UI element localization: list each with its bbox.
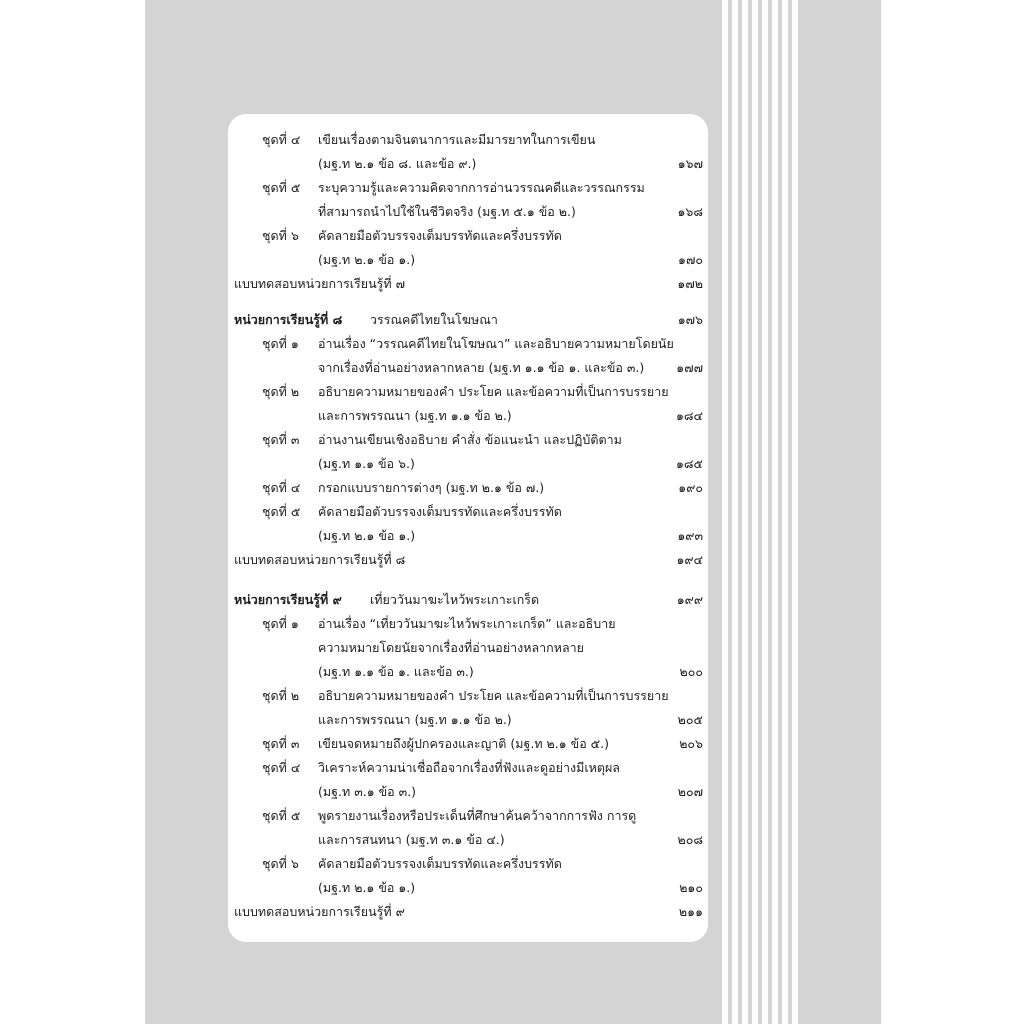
toc-entry-u7-s4 — [228, 128, 708, 152]
toc-unit-heading-9 — [228, 588, 708, 612]
entry-text: (มฐ.ท ๒.๑ ข้อ ๑.) — [318, 528, 416, 543]
unit-label: หน่วยการเรียนรู้ที่ ๘ — [234, 312, 343, 327]
entry-text: เขียนเรื่องตามจินตนาการและมีมารยาทในการเขียน — [318, 132, 596, 147]
entry-text: (มฐ.ท ๑.๑ ข้อ ๑. และข้อ ๓.) — [318, 664, 474, 679]
entry-text: คัดลายมือตัวบรรจงเต็มบรรทัดและครึ่งบรรทัด — [318, 228, 562, 243]
decorative-stripes — [722, 0, 802, 1024]
entry-text: และการสนทนา (มฐ.ท ๓.๑ ข้อ ๔.) — [318, 832, 505, 847]
entry-text: (มฐ.ท ๒.๑ ข้อ ๘. และข้อ ๙.) — [318, 156, 477, 171]
set-label: ชุดที่ ๑ — [262, 616, 299, 631]
page-number: ๑๖๘ — [677, 204, 703, 219]
toc-entry-u8-test — [228, 548, 708, 572]
entry-text: อธิบายความหมายของคำ ประโยค และข้อความที่เป็นการบรรยาย — [318, 384, 669, 399]
set-label: ชุดที่ ๔ — [262, 480, 301, 495]
entry-text: อธิบายความหมายของคำ ประโยค และข้อความที่เป็นการบรรยาย — [318, 688, 669, 703]
toc-entry-u8-s3 — [228, 428, 708, 452]
entry-text: แบบทดสอบหน่วยการเรียนรู้ที่ ๙ — [234, 904, 405, 919]
set-label: ชุดที่ ๔ — [262, 132, 301, 147]
toc-entry-u8-s3-cont — [228, 452, 708, 476]
page-number: ๑๖๗ — [677, 156, 703, 171]
entry-text: ที่สามารถนำไปใช้ในชีวิตจริง (มฐ.ท ๕.๑ ข้อ ๒.) — [318, 204, 576, 219]
toc-entry-u9-s5-cont — [228, 828, 708, 852]
page-number: ๑๙๐ — [678, 480, 703, 495]
toc-entry-u7-test — [228, 272, 708, 296]
toc-entry-u8-s5-cont — [228, 524, 708, 548]
set-label: ชุดที่ ๕ — [262, 180, 301, 195]
toc-entry-u9-s2-cont — [228, 708, 708, 732]
set-label: ชุดที่ ๓ — [262, 736, 300, 751]
entry-text: ความหมายโดยนัยจากเรื่องที่อ่านอย่างหลากหลาย — [318, 640, 584, 655]
unit-label: หน่วยการเรียนรู้ที่ ๙ — [234, 592, 342, 607]
toc-unit-heading-8 — [228, 308, 708, 332]
page-number: ๑๗๐ — [678, 252, 703, 267]
entry-text: คัดลายมือตัวบรรจงเต็มบรรทัดและครึ่งบรรทัด — [318, 856, 562, 871]
set-label: ชุดที่ ๕ — [262, 808, 301, 823]
page-number: ๑๗๗ — [676, 360, 703, 375]
toc-entry-u9-s6-cont — [228, 876, 708, 900]
entry-text: (มฐ.ท ๒.๑ ข้อ ๑.) — [318, 880, 416, 895]
page-number: ๑๙๓ — [677, 528, 703, 543]
toc-entry-u8-s2-cont — [228, 404, 708, 428]
toc-entry-u7-s5 — [228, 176, 708, 200]
page-number: ๒๐๕ — [677, 712, 703, 727]
entry-text: เขียนจดหมายถึงผู้ปกครองและญาติ (มฐ.ท ๒.๑ ข้อ ๕.) — [318, 736, 609, 751]
toc-entry-u9-s1-cont — [228, 636, 708, 660]
entry-text: แบบทดสอบหน่วยการเรียนรู้ที่ ๘ — [234, 552, 406, 567]
entry-text: (มฐ.ท ๒.๑ ข้อ ๑.) — [318, 252, 416, 267]
toc-entry-u9-s4 — [228, 756, 708, 780]
toc-entry-u7-s6-cont — [228, 248, 708, 272]
page-number: ๑๙๙ — [676, 592, 703, 607]
page-number: ๑๘๔ — [675, 408, 703, 423]
toc-entry-u9-s6 — [228, 852, 708, 876]
toc-entry-u9-test — [228, 900, 708, 924]
set-label: ชุดที่ ๖ — [262, 228, 299, 243]
set-label: ชุดที่ ๖ — [262, 856, 299, 871]
toc-entry-u7-s6 — [228, 224, 708, 248]
toc-entry-u9-s2 — [228, 684, 708, 708]
entry-text: และการพรรณนา (มฐ.ท ๑.๑ ข้อ ๒.) — [318, 712, 512, 727]
entry-text: (มฐ.ท ๓.๑ ข้อ ๓.) — [318, 784, 417, 799]
toc-entry-u8-s4 — [228, 476, 708, 500]
page-number: ๑๗๖ — [677, 312, 703, 327]
entry-text: อ่านเรื่อง “เที่ยววันมาฆะไหว้พระเกาะเกร็ด” และอธิบาย — [318, 616, 616, 631]
set-label: ชุดที่ ๒ — [262, 384, 300, 399]
toc-entry-u9-s5 — [228, 804, 708, 828]
toc-entry-u7-s4-cont — [228, 152, 708, 176]
entry-text: (มฐ.ท ๑.๑ ข้อ ๖.) — [318, 456, 415, 471]
entry-text: อ่านงานเขียนเชิงอธิบาย คำสั่ง ข้อแนะนำ และปฏิบัติตาม — [318, 432, 622, 447]
entry-text: แบบทดสอบหน่วยการเรียนรู้ที่ ๗ — [234, 276, 405, 291]
page-number: ๑๗๒ — [677, 276, 703, 291]
toc-card — [228, 114, 708, 942]
page-number: ๒๑๐ — [679, 880, 703, 895]
toc-entry-u8-s2 — [228, 380, 708, 404]
page-number: ๒๐๗ — [677, 784, 703, 799]
page-number: ๒๐๖ — [679, 736, 703, 751]
page-number: ๑๙๔ — [676, 552, 703, 567]
set-label: ชุดที่ ๒ — [262, 688, 300, 703]
page-number: ๒๐๘ — [677, 832, 703, 847]
page-number: ๒๐๐ — [679, 664, 703, 679]
entry-text: จากเรื่องที่อ่านอย่างหลากหลาย (มฐ.ท ๑.๑ ข้อ ๑. และข้อ ๓.) — [318, 360, 645, 375]
entry-text: พูดรายงานเรื่องหรือประเด็นที่ศึกษาค้นคว้าจากการฟัง การดู — [318, 808, 637, 823]
set-label: ชุดที่ ๑ — [262, 336, 299, 351]
toc-entry-u9-s1-cont2 — [228, 660, 708, 684]
unit-title: วรรณคดีไทยในโฆษณา — [370, 312, 498, 327]
page-number: ๑๘๕ — [675, 456, 703, 471]
toc-entry-u9-s1 — [228, 612, 708, 636]
set-label: ชุดที่ ๕ — [262, 504, 301, 519]
toc-entry-u7-s5-cont — [228, 200, 708, 224]
entry-text: อ่านเรื่อง “วรรณคดีไทยในโฆษณา” และอธิบายความหมายโดยนัย — [318, 336, 674, 351]
entry-text: วิเคราะห์ความน่าเชื่อถือจากเรื่องที่ฟังและดูอย่างมีเหตุผล — [318, 760, 620, 775]
entry-text: กรอกแบบรายการต่างๆ (มฐ.ท ๒.๑ ข้อ ๗.) — [318, 480, 545, 495]
toc-entry-u9-s3 — [228, 732, 708, 756]
toc-entry-u9-s4-cont — [228, 780, 708, 804]
set-label: ชุดที่ ๓ — [262, 432, 300, 447]
toc-entry-u8-s1-cont — [228, 356, 708, 380]
unit-title: เที่ยววันมาฆะไหว้พระเกาะเกร็ด — [370, 592, 540, 607]
toc-entry-u8-s5 — [228, 500, 708, 524]
toc-entry-u8-s1 — [228, 332, 708, 356]
entry-text: คัดลายมือตัวบรรจงเต็มบรรทัดและครึ่งบรรทัด — [318, 504, 562, 519]
set-label: ชุดที่ ๔ — [262, 760, 301, 775]
entry-text: ระบุความรู้และความคิดจากการอ่านวรรณคดีและวรรณกรรม — [318, 180, 645, 195]
entry-text: และการพรรณนา (มฐ.ท ๑.๑ ข้อ ๒.) — [318, 408, 512, 423]
page-number: ๒๑๑ — [678, 904, 703, 919]
